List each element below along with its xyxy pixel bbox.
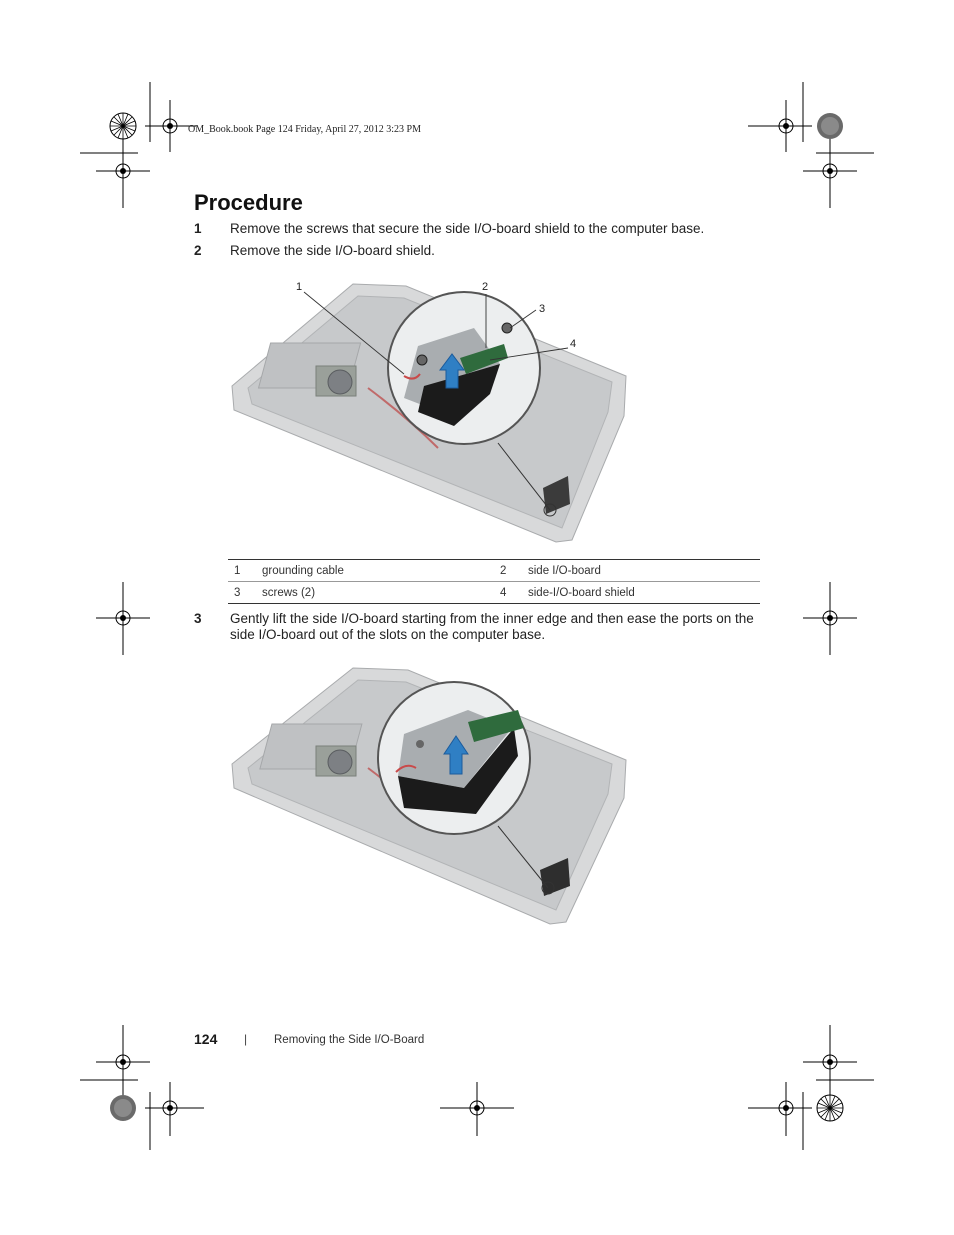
footer-separator: | — [244, 1032, 248, 1046]
step-1 — [194, 221, 764, 237]
callout-label: screws (2) — [262, 586, 316, 599]
callout-label: side-I/O-board shield — [528, 586, 635, 599]
section-title: Procedure — [194, 190, 303, 215]
step-3 — [194, 611, 764, 643]
page-number: 124 — [194, 1031, 218, 1047]
callout-number: 2 — [500, 564, 507, 577]
callout-label-2: 2 — [482, 281, 489, 293]
callout-label: grounding cable — [262, 564, 344, 577]
step-number: 3 — [194, 611, 202, 626]
book-info-header: OM_Book.book Page 124 Friday, April 27, 2012 3:23 PM — [188, 124, 421, 135]
table-row — [228, 560, 760, 582]
step-text: Remove the side I/O-board shield. — [230, 243, 435, 258]
callout-table — [228, 559, 760, 604]
step-text: Remove the screws that secure the side I/O-board shield to the computer base. — [230, 221, 705, 236]
step-number: 1 — [194, 221, 202, 236]
table-row — [228, 582, 760, 604]
step-text: Gently lift the side I/O-board starting from the inner edge and then ease the ports on the side I/O-board out of the slots on the computer base. — [230, 611, 754, 642]
step-number: 2 — [194, 243, 202, 258]
callout-label-4: 4 — [570, 338, 577, 350]
figure-remove-shield — [228, 278, 638, 546]
callout-label-1: 1 — [296, 281, 303, 293]
callout-label-3: 3 — [539, 303, 546, 315]
callout-label: side I/O-board — [528, 564, 601, 577]
callout-number: 4 — [500, 586, 507, 599]
figure-lift-io-board — [228, 664, 638, 928]
step-2 — [194, 243, 764, 259]
callout-number: 1 — [234, 564, 241, 577]
callout-number: 3 — [234, 586, 241, 599]
footer-chapter-title: Removing the Side I/O-Board — [274, 1034, 425, 1046]
